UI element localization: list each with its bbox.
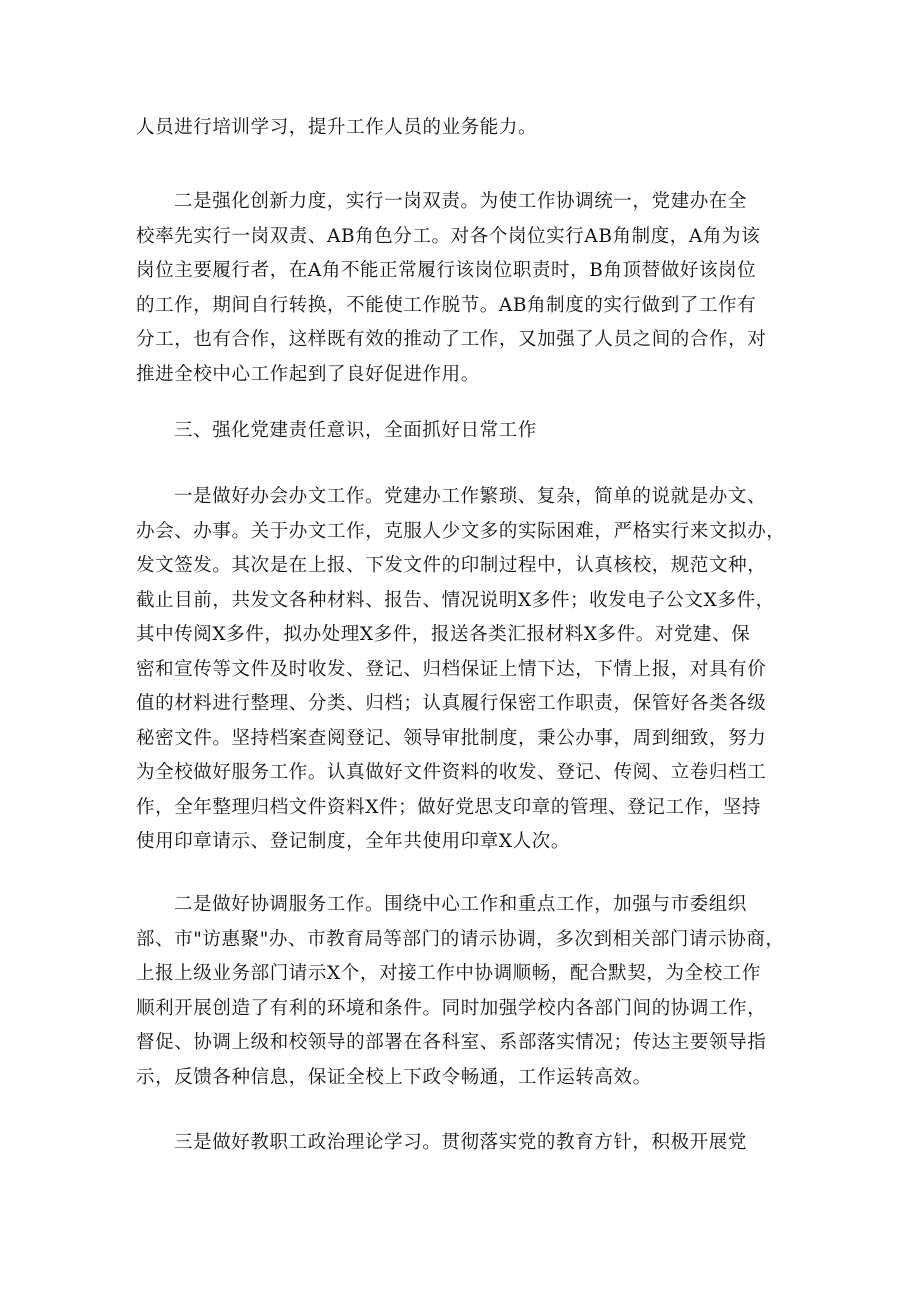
text-line: 分工，也有合作，这样既有效的推动了工作，又加强了人员之间的合作，对	[136, 329, 767, 350]
paragraph-document-work	[136, 480, 786, 860]
text-line: 值的材料进行整理、分类、归档；认真履行保密工作职责，保管好各类各级	[136, 693, 767, 714]
paragraph-training	[136, 111, 786, 146]
text-line: 二是强化创新力度，实行一岗双责。为使工作协调统一，党建办在全	[174, 191, 748, 212]
text-line: 秘密文件。坚持档案查阅登记、领导审批制度，秉公办事，周到细致，努力	[136, 727, 767, 749]
text-line: 为全校做好服务工作。认真做好文件资料的收发、登记、传阅、立卷归档工	[136, 762, 767, 783]
text-line: 三是做好教职工政治理论学习。贯彻落实党的教育方针，积极开展党	[174, 1132, 748, 1153]
text-line: 使用印章请示、登记制度，全年共使用印章X人次。	[136, 831, 570, 852]
paragraph-coordination	[136, 888, 786, 1095]
heading-text: 三、强化党建责任意识，全面抓好日常工作	[174, 420, 537, 441]
text-line: 岗位主要履行者，在A角不能正常履行该岗位职责时，B角顶替做好该岗位	[136, 260, 757, 281]
text-line: 人员进行培训学习，提升工作人员的业务能力。	[136, 117, 538, 138]
text-line: 作，全年整理归档文件资料X件；做好党思支印章的管理、登记工作，坚持	[136, 796, 761, 818]
text-line: 办会、办事。关于办文工作，克服人少文多的实际困难，严格实行来文拟办，	[136, 520, 786, 542]
paragraph-political-study	[136, 1126, 786, 1161]
text-line: 部、市"访惠聚"办、市教育局等部门的请示协调，多次到相关部门请示协商，	[136, 928, 785, 950]
text-line: 其中传阅X多件，拟办处理X多件，报送各类汇报材料X多件。对党建、保	[136, 624, 751, 645]
text-line: 二是做好协调服务工作。围绕中心工作和重点工作，加强与市委组织	[174, 894, 748, 915]
text-line: 发文签发。其次是在上报、下发文件的印制过程中，认真核校，规范文种，	[136, 555, 767, 576]
text-line: 顺利开展创造了有利的环境和条件。同时加强学校内各部门间的协调工作，	[136, 997, 767, 1019]
paragraph-innovation	[136, 185, 786, 392]
text-line: 上报上级业务部门请示X个，对接工作中协调顺畅，配合默契，为全校工作	[136, 963, 761, 984]
text-line: 校率先实行一岗双责、AB角色分工。对各个岗位实行AB角制度，A角为该	[136, 225, 761, 247]
text-line: 一是做好办会办文工作。党建办工作繁琐、复杂，简单的说就是办文、	[174, 486, 767, 507]
text-line: 督促、协调上级和校领导的部署在各科室、系部落实情况；传达主要领导指	[136, 1032, 767, 1053]
text-line: 密和宣传等文件及时收发、登记、归档保证上情下达，下情上报，对具有价	[136, 658, 767, 680]
section-heading-3	[136, 414, 786, 449]
text-line: 的工作，期间自行转换，不能使工作脱节。AB角制度的实行做到了工作有	[136, 294, 757, 316]
text-line: 推进全校中心工作起到了良好促进作用。	[136, 363, 480, 385]
text-line: 截止目前，共发文各种材料、报告、情况说明X多件；收发电子公文X多件，	[136, 589, 775, 611]
text-line: 示，反馈各种信息，保证全校上下政令畅通，工作运转高效。	[136, 1066, 652, 1088]
